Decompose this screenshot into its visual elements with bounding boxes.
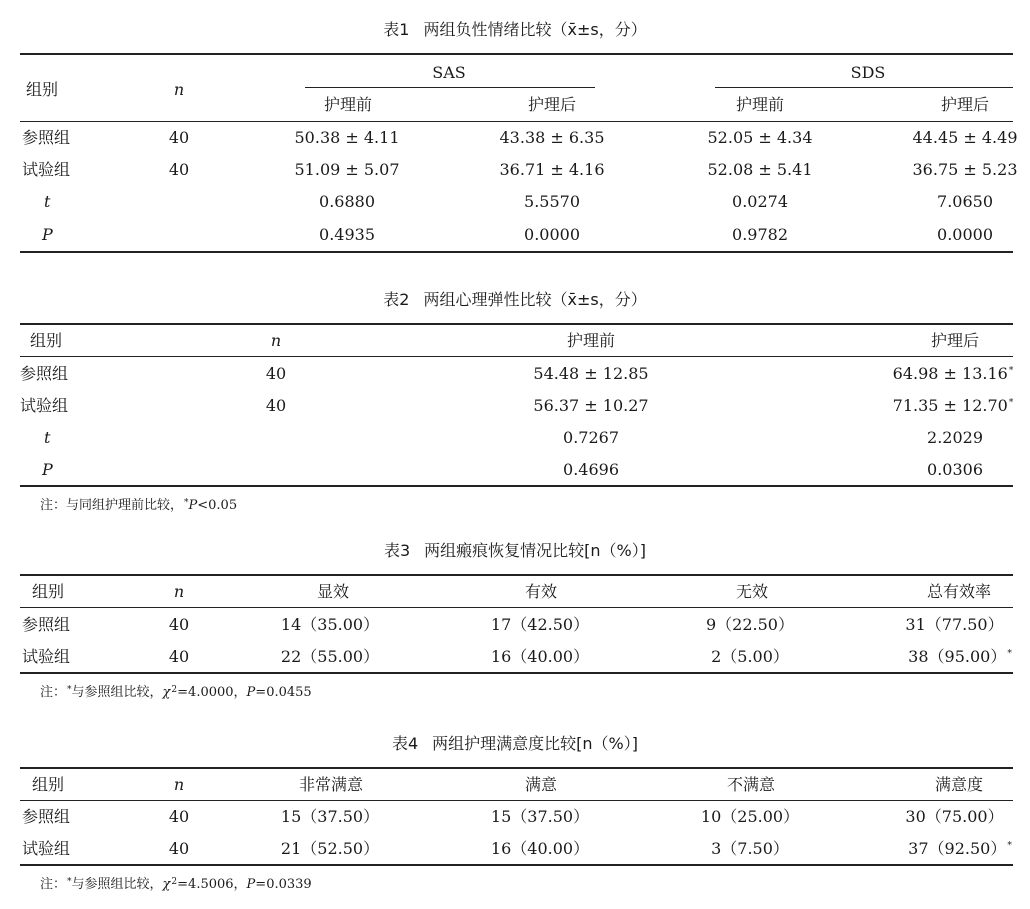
table1-header-group: 组别 (26, 80, 59, 99)
table4-header-group: 组别 (32, 775, 65, 794)
table1-row-sas-before: 0.6880 (319, 192, 375, 211)
table2-header-group: 组别 (30, 331, 63, 350)
table1-caption (0, 20, 1030, 40)
table1-row-n: 40 (168, 160, 190, 179)
table2-row-group: P (42, 460, 53, 479)
table4-row-n: 40 (168, 807, 190, 826)
table3-row-c3: 2（5.00） (711, 647, 789, 666)
table4-row-c3: 3（7.50） (711, 839, 789, 858)
table4-row-group: 参照组 (22, 807, 71, 826)
table3-row-n: 40 (168, 615, 190, 634)
table2-top-rule (20, 323, 1013, 325)
table4-note (40, 876, 312, 894)
table2-header-rule (20, 356, 1013, 357)
table1-row-sds-after: 36.75 ± 5.23 (912, 160, 1018, 179)
table3-header-rule (20, 607, 1013, 608)
table3-number: 表3 (383, 541, 411, 560)
table2-row-group: 试验组 (20, 396, 69, 415)
table2-caption (0, 290, 1030, 310)
table1-sds-span-rule (715, 87, 1013, 88)
table4-header-c1: 非常满意 (298, 775, 364, 794)
table3-note (40, 684, 312, 702)
table1-header-n: n (173, 80, 185, 99)
note-superscript: 2 (171, 685, 178, 695)
table2-row-after: 2.2029 (927, 428, 983, 447)
table1-row-sas-after: 0.0000 (524, 225, 580, 244)
table1-row-sas-before: 0.4935 (319, 225, 375, 244)
table1-row-sds-before: 52.05 ± 4.34 (707, 128, 813, 147)
table1-row-group: 参照组 (22, 128, 71, 147)
note-chi-symbol: χ (162, 685, 171, 700)
note-p-symbol: P (246, 877, 256, 892)
table1-header-sas-before: 护理前 (323, 95, 373, 114)
table1-row-sas-before: 51.09 ± 5.07 (294, 160, 400, 179)
table2-title: 两组心理弹性比较（x̄±s，分） (423, 290, 647, 309)
table2-row-group: 参照组 (20, 364, 69, 383)
note-chi-symbol: χ (162, 877, 171, 892)
table4-title: 两组护理满意度比较[n（%）] (432, 734, 639, 753)
significance-mark: * (67, 685, 72, 695)
table4-header-c3: 不满意 (726, 775, 776, 794)
table1-row-sds-before: 52.08 ± 5.41 (707, 160, 813, 179)
table3-header-group: 组别 (32, 582, 65, 601)
table2-number: 表2 (383, 290, 410, 309)
table1-row-sas-after: 5.5570 (524, 192, 580, 211)
table1-row-n: 40 (168, 128, 190, 147)
table4-row-c4: 30（75.00） (905, 807, 1004, 826)
table4-row-c1: 15（37.50） (280, 807, 380, 826)
table3-row-c1: 14（35.00） (280, 615, 380, 634)
table1-number: 表1 (383, 20, 410, 39)
table4-header-n: n (173, 775, 185, 794)
table1-bottom-rule (20, 251, 1013, 253)
note-chi-value: =4.0000， (177, 685, 247, 700)
note-p-value: =0.0339 (255, 877, 312, 892)
table3-row-c3: 9（22.50） (706, 615, 794, 634)
table1-row-sds-before: 0.0274 (732, 192, 788, 211)
note-p-value: <0.05 (197, 498, 238, 513)
table3-row-n: 40 (168, 647, 190, 666)
significance-mark: * (1007, 649, 1012, 659)
table3-bottom-rule (20, 672, 1013, 674)
table3-row-group: 参照组 (22, 615, 71, 634)
table1-header-sds: SDS (850, 63, 886, 82)
table3-row-c4: 38（95.00） (908, 647, 1007, 666)
table1-row-sds-after: 7.0650 (937, 192, 993, 211)
table4-row-c2: 16（40.00） (490, 839, 590, 858)
table2-row-group: t (44, 428, 51, 447)
table3-header-n: n (173, 582, 185, 601)
table1-header-sas-after: 护理后 (527, 95, 577, 114)
table3-row-c4-cell (905, 614, 1004, 636)
significance-mark: * (67, 877, 72, 887)
table3-row-c4: 31（77.50） (905, 615, 1004, 634)
table1-header-sds-after: 护理后 (940, 95, 990, 114)
table2-row-after: 0.0306 (927, 460, 983, 479)
table2-row-n: 40 (265, 364, 287, 383)
table2-bottom-rule (20, 485, 1013, 487)
note-text: 与参照组比较， (71, 685, 163, 700)
significance-mark: * (1008, 366, 1014, 376)
table4-top-rule (20, 767, 1013, 769)
table2-header-before: 护理前 (566, 331, 616, 350)
table2-row-after-cell (893, 395, 1014, 417)
table3-caption (0, 541, 1030, 561)
table1-row-sds-after: 0.0000 (937, 225, 993, 244)
note-p-symbol: P (246, 685, 256, 700)
table4-row-c4-cell (905, 806, 1004, 828)
table4-row-group: 试验组 (22, 839, 71, 858)
note-chi-value: =4.5006， (177, 877, 247, 892)
table3-header-c2: 有效 (524, 582, 558, 601)
table4-header-c4: 满意度 (934, 775, 984, 794)
table1-row-group: t (44, 192, 51, 211)
table3-row-c2: 16（40.00） (490, 647, 590, 666)
table2-row-after: 71.35 ± 12.70 (892, 396, 1008, 415)
table3-row-c4-cell (908, 646, 1012, 668)
table3-top-rule (20, 574, 1013, 576)
table1-row-sds-before: 0.9782 (732, 225, 788, 244)
table2-header-after: 护理后 (930, 331, 980, 350)
table1-header-rule (20, 121, 1013, 122)
table4-number: 表4 (391, 734, 419, 753)
table1-row-group: 试验组 (22, 160, 71, 179)
note-text: 注： (40, 685, 67, 700)
note-text: 注：与同组护理前比较， (40, 498, 184, 513)
table1-header-sas: SAS (432, 63, 466, 82)
note-text: 与参照组比较， (71, 877, 163, 892)
table1-title: 两组负性情绪比较（x̄±s，分） (423, 20, 647, 39)
table2-row-before: 0.4696 (563, 460, 619, 479)
table3-row-c2: 17（42.50） (490, 615, 590, 634)
table4-row-c1: 21（52.50） (280, 839, 380, 858)
table4-row-c4-cell (908, 838, 1012, 860)
note-text: 注： (40, 877, 67, 892)
table1-row-group: P (42, 225, 53, 244)
table1-sas-span-rule (305, 87, 595, 88)
table3-header-c4: 总有效率 (926, 582, 992, 601)
table4-bottom-rule (20, 864, 1013, 866)
significance-mark: * (1007, 841, 1012, 851)
table4-row-c4: 37（92.50） (908, 839, 1007, 858)
table2-row-after: 64.98 ± 13.16 (892, 364, 1008, 383)
table4-row-c3: 10（25.00） (700, 807, 800, 826)
table1-row-sds-after: 44.45 ± 4.49 (912, 128, 1018, 147)
table4-header-rule (20, 800, 1013, 801)
note-p-symbol: P (188, 498, 198, 513)
table1-row-sas-after: 43.38 ± 6.35 (499, 128, 605, 147)
significance-mark: * (184, 498, 189, 508)
table1-top-rule (20, 53, 1013, 55)
table1-header-sds-before: 护理前 (735, 95, 785, 114)
note-p-value: =0.0455 (255, 685, 312, 700)
table3-row-c1: 22（55.00） (280, 647, 380, 666)
table1-row-sas-after: 36.71 ± 4.16 (499, 160, 605, 179)
table3-header-c3: 无效 (735, 582, 769, 601)
table2-row-before: 54.48 ± 12.85 (533, 364, 649, 383)
table2-note (40, 497, 237, 515)
table3-header-c1: 显效 (316, 582, 350, 601)
table4-row-c2: 15（37.50） (490, 807, 590, 826)
table3-row-group: 试验组 (22, 647, 71, 666)
note-superscript: 2 (171, 877, 178, 887)
table2-row-before: 56.37 ± 10.27 (533, 396, 649, 415)
table2-row-before: 0.7267 (563, 428, 619, 447)
significance-mark: * (1008, 398, 1014, 408)
table3-title: 两组瘢痕恢复情况比较[n（%）] (424, 541, 647, 560)
table2-row-n: 40 (265, 396, 287, 415)
table1-row-sas-before: 50.38 ± 4.11 (294, 128, 400, 147)
table4-header-c2: 满意 (524, 775, 558, 794)
table4-caption (0, 734, 1030, 754)
table2-header-n: n (270, 331, 282, 350)
table2-row-after-cell (893, 363, 1014, 385)
table4-row-n: 40 (168, 839, 190, 858)
